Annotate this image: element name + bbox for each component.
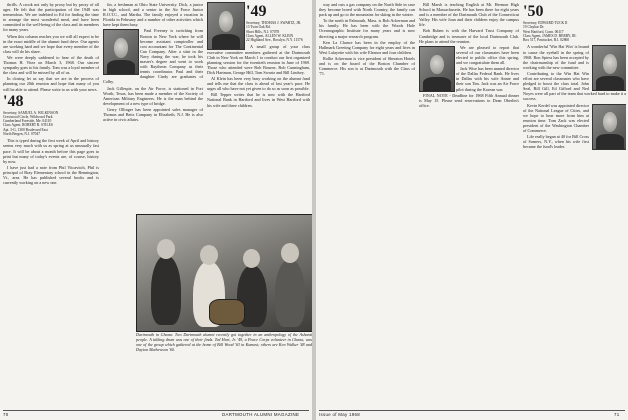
paragraph: FINAL NOTE - Deadline for 1968 Fifth Annual dinner is May 15. Please send reservations to Dean Oberlin's office.	[419, 92, 519, 108]
class-officers-48	[3, 111, 99, 137]
officer-line: Class Agent, JAMES D. BERRY, JR.	[523, 33, 577, 38]
paragraph: We were deeply saddened to hear of the death of Thomas H. Vitez on March 3, 1968. Our sincere sympathy goes to his family. Tom was a loyal member of the class and will be missed by all of us.	[3, 54, 99, 76]
portrait-photo	[592, 45, 626, 89]
officer-line: Apt. 3-G, 1300 Boulevard East	[3, 127, 48, 132]
footer-rule	[319, 410, 625, 411]
portrait-image	[592, 104, 626, 150]
officer-line: Class Agent, ROBERT B. STILES	[3, 123, 53, 128]
paragraph: Bill Tepper writes that he is now with the Hartford National Bank in Hartford and lives in West Hartford with his wife and three children.	[207, 92, 310, 108]
right-column-2	[419, 2, 519, 402]
paragraph: Jack Gillespie, on the Air Force, is stationed in Fort Worth, Texas, has been made a member of the Society of American Military Engineers. He is the man behind the development of a new type of bridge.	[103, 85, 203, 106]
paragraph: To the north in Falmouth, Mass. is Bob Ackerman and his family. He has been with the Woods Hole Oceanographic Institute for many years and is now directing a major research program.	[319, 18, 415, 39]
paragraph: Paul Freeney is switching from Boston to New York where he will become assistant comptroller and cost accountant for The Continental Can Company. After a stint in the Navy during the war, he took his master's degree and went to work with Raytheon Company as their tennis coordinator. Paul and their daughter Cindy are graduates of Colby.	[103, 28, 203, 85]
officer-line: North Bergen, N.J. 07047	[3, 132, 41, 137]
paragraph: In closing let us say that we are in the process of planning our 20th reunion and hope that many of you will be able to attend. Please write to us with your news.	[3, 76, 99, 92]
paragraph: Life really began at 40 for Bill Cross of Somers, N.Y., when his wife first became the fund's leader.	[523, 134, 589, 150]
officer-line: Short Hills, N.J. 07078	[246, 29, 280, 34]
portrait-photo	[592, 104, 626, 148]
paragraph: way and cuts a gas company on the North Side in case they become bored with North Country, the family can pack up and go to the mountains for skiing in the winter.	[319, 2, 415, 18]
paragraph: A small group of your class executive committee members gathered at the Dartmouth Club in New York on March 1 to conduct our first organized planning session for the twentieth reunion in June of 1969. Those who attended were Bob Bourne, Bob Cunningham, Dick Hartman, George Hill, Tom Swartz and Bill Lindsey.	[207, 44, 310, 75]
portrait-photo	[419, 46, 453, 90]
right-page	[316, 0, 628, 420]
class-officers-50	[523, 21, 626, 42]
photo-caption: Dartmouth in Ghana: Two Dartmouth alumni recently got together in an anthropology of the Ashanti people. A talking drum was one of their finds. Ted Hart, Jr. '49, a Peace Corps volunteer in Ghana, was one of the group which gathered at the home of Bill Wood '63 in Kumasi; others are Ken Walker '48 and Dayton Mathewson '60.	[136, 332, 312, 352]
talking-drum	[209, 299, 245, 325]
left-column-1	[3, 2, 99, 402]
paragraph: Bob Ruben is with the Harvard Trust Company of Cambridge and is treasurer of the local Dartmouth Club. He plans to attend the reunion.	[419, 28, 519, 44]
officer-line: West Hartford, Conn. 06117	[523, 29, 564, 34]
paragraph: fin, a freshman at Ohio State University. Dick, a junior in high school, and a senior in the Air Force Junior R.O.T.C., and Martha. The family enjoyed a vacation in Florida in February and a number of other activities which have kept them busy.	[103, 2, 203, 28]
paragraph: Gerry Ollinger has been appointed sales manager of Thomas and Betts Company in Elizabeth, N.J. He is also active in civic affairs.	[103, 106, 203, 123]
officer-line: Class Agent, ALLEN W. KLEIN	[246, 33, 294, 38]
footer-rule	[3, 410, 309, 411]
officer-line: Secretary, EDWARD TUCK II	[523, 21, 568, 25]
class-heading-49: '49	[246, 3, 267, 20]
officer-line: Cumberland Foreside, Me. 04110	[3, 119, 52, 124]
page-number: 71	[614, 412, 620, 417]
portrait-image	[207, 2, 245, 50]
right-column-3	[523, 2, 626, 402]
class-heading-50: '50	[523, 3, 544, 20]
officer-line: Box 517, Pawtucket, R.I. 02860	[523, 38, 570, 43]
magazine-title: DARTMOUTH ALUMNI MAGAZINE	[222, 412, 300, 417]
paragraph: Contributing to the Win Hat Win effort are several classmates who have pledged to boost the class total. John Seal, Bill Gill, Ed Gifford and Ned Noyes were all part of the team that worked hard to make it a success.	[523, 70, 626, 102]
paragraph: Al Klein has been very busy working on the alumni fund and tells me that the class is ahead of last year's pace. He urges all who have not yet given to do so as soon as possible.	[207, 76, 310, 92]
portrait-image	[419, 46, 455, 92]
officer-line: Crestwood Circle, Wildwood Park	[3, 114, 53, 119]
portrait-image	[103, 29, 139, 75]
officer-line: Secretary, SAMUEL A. WILKINSON	[3, 110, 59, 115]
class-heading-48: '48	[3, 92, 24, 110]
paragraph: Ken La Chance has been in the employ of the Hallmark Greeting Company for eight years and lives in West Lafayette with his wife Eleanor and four children.	[319, 39, 415, 55]
paragraph: We are pleased to report that several of our classmates have been elected to public office this spring, and we congratulate them all.	[456, 44, 519, 66]
officer-line: 22 Highland Ave., Rosslyn, N.Y. 11576	[246, 38, 303, 43]
paragraph: When this column reaches you we will all expect to be in the exact middle of the alumni fund drive. Our agents are working hard and we hope that every member of the class will do his share.	[3, 33, 99, 54]
left-column-2	[103, 2, 203, 210]
paragraph: Kevin Kerdel was appointed director of the National League of Cities, and we hope to hear more from him at reunion time. Tom Zack was elected president of the Washington Chamber of Commerce.	[523, 102, 589, 133]
paragraph: I have just had a note from Phil Vitcavitch, Phil is principal of Bray Elementary school in the Bennington, Vt., area. He has published several books and is currently working on a new one.	[3, 164, 99, 186]
officer-line: 19 Claybar Dr.	[523, 25, 545, 30]
left-page	[0, 0, 312, 420]
right-column-1	[319, 2, 415, 402]
portrait-photo	[103, 29, 137, 73]
issue-date: Issue of May 1968	[319, 412, 360, 417]
paragraph: Bill Marsh is teaching English at Mt. Hermon High School in Massachusetts. He has been there for eight years and is a member of the Dartmouth Club of the Connecticut Valley. His wife Joan and their children enjoy the campus life.	[419, 2, 519, 28]
paragraph: Jack Wise has been named director of the Dallas Federal Bank. He lives in Dallas with his wife Annie and their son Tim. Jack was an Air Force pilot during the Korean war.	[456, 66, 519, 92]
portrait-image	[592, 45, 626, 91]
paragraph: Rollie Ackerman is vice president of Sheraton Hotels and is on the board of the Boston Chamber of Commerce. His son is at Dartmouth with the Class of '71.	[319, 55, 415, 77]
left-column-3	[207, 2, 310, 210]
portrait-photo	[207, 2, 243, 48]
paragraph: A wonderful 'Win Hat Win' is bound to cause the eyeball in the spring of 1968. Ron Spiess has been accepted by the chairmanship of the fund and is working with the new committee.	[523, 44, 589, 70]
officer-line: 13 Twin Oak Rd.	[246, 25, 271, 30]
ghana-group-photo	[136, 214, 312, 332]
paragraph: This is typed during the first week of April and history seems very much with us as spring at us unusually fast pace. It will be about a month before this page goes to print but many of today's events are, of course, history by now.	[3, 138, 99, 164]
paragraph: thrills. A crook not only by proxy but by proxy of all ages. He felt that the participation of the 1948 was tremendous. We are indebted to Ed for finding the time to arrange the most wonderful meal, and have been committed to the well-being of the class and its members for many years.	[3, 2, 99, 33]
officer-line: Secretary, THOMAS J. SWARTZ, JR.	[246, 21, 301, 25]
page-number: 70	[3, 412, 9, 417]
